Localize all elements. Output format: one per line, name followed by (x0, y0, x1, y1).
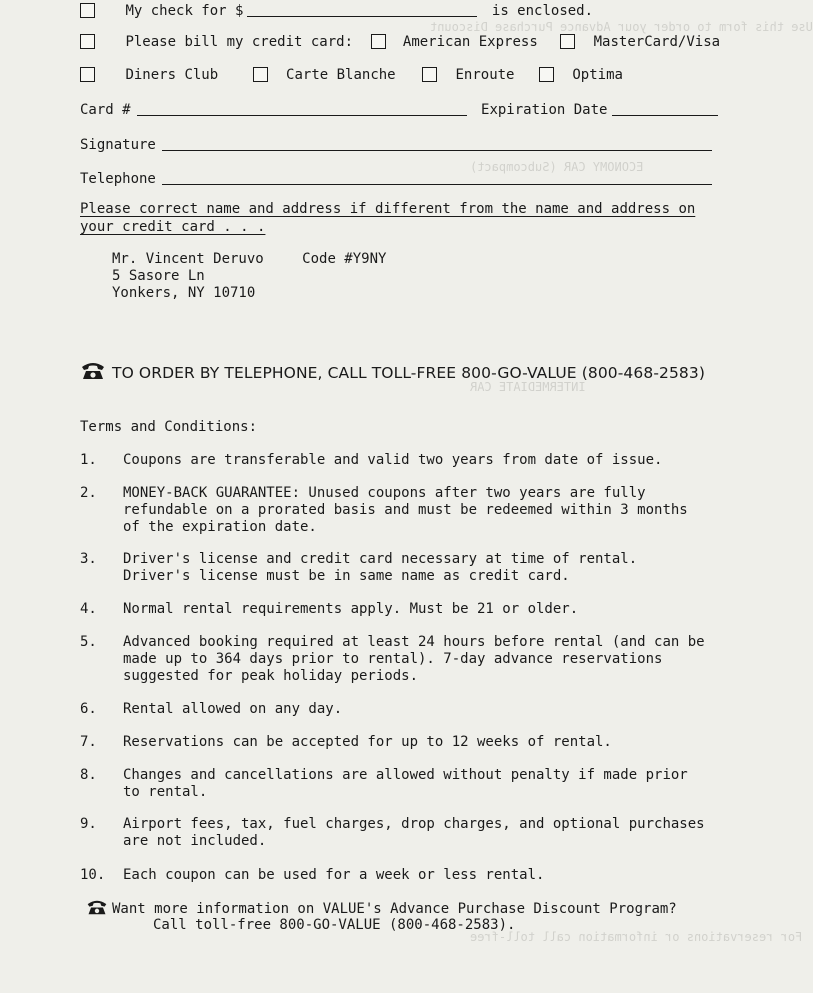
customer-code: Code #Y9NY (302, 251, 387, 267)
checkbox-optima[interactable] (539, 67, 554, 82)
checkbox-carte-blanche[interactable] (253, 67, 268, 82)
customer-name: Mr. Vincent Deruvo (112, 251, 264, 267)
term-item (80, 867, 710, 884)
term-item (80, 634, 710, 685)
term-number: 2. (80, 485, 97, 501)
telephone-row (80, 170, 712, 188)
term-text: MONEY-BACK GUARANTEE: Unused coupons after two years are fully refundable on a prorated basis and must be redeemed within 3 months of the expiration date. (123, 485, 688, 535)
expiration-field[interactable] (612, 101, 718, 116)
term-item (80, 452, 710, 469)
term-text: Each coupon can be used for a week or less rental. (123, 867, 545, 883)
check-row (80, 2, 593, 20)
card-enroute: Enroute (455, 67, 515, 83)
address-name-line (112, 251, 386, 268)
card-american-express: American Express (402, 34, 538, 50)
checkbox-bill-card[interactable] (80, 34, 95, 49)
correction-notice-line1: Please correct name and address if different from the name and address on (80, 201, 696, 217)
telephone-field[interactable] (162, 170, 712, 185)
term-number: 4. (80, 601, 97, 617)
phone-order-text: TO ORDER BY TELEPHONE, CALL TOLL-FREE 800-GO-VALUE (800-468-2583) (112, 364, 706, 382)
expiration-label: Expiration Date (481, 102, 608, 118)
card-carte-blanche: Carte Blanche (286, 67, 396, 83)
telephone-label: Telephone (80, 171, 156, 187)
checkbox-check[interactable] (80, 3, 95, 18)
card-mastercard-visa: MasterCard/Visa (593, 34, 721, 50)
info-text: Want more information on VALUE's Advance Purchase Discount Program? (112, 901, 677, 917)
card-number-label: Card # (80, 102, 131, 118)
term-number: 10. (80, 867, 106, 883)
address-street: 5 Sasore Ln (112, 268, 205, 284)
show-through-text: ECONOMY CAR (Subcompact) (470, 160, 644, 174)
term-number: 5. (80, 634, 97, 650)
bill-label: Please bill my credit card: (125, 34, 354, 50)
term-item (80, 485, 710, 536)
term-number: 6. (80, 701, 97, 717)
term-item (80, 816, 710, 850)
show-through-text: Use this form to order your Advance Purchase Discount (430, 20, 813, 34)
telephone-icon (86, 899, 108, 921)
check-suffix: is enclosed. (491, 3, 594, 19)
term-number: 3. (80, 551, 97, 567)
term-text: Changes and cancellations are allowed without penalty if made prior to rental. (123, 767, 688, 800)
telephone-icon (80, 361, 106, 385)
bill-row (80, 34, 720, 51)
check-label: My check for $ (125, 3, 244, 19)
signature-label: Signature (80, 137, 156, 153)
term-number: 9. (80, 816, 97, 832)
phone-order-heading (80, 361, 705, 385)
term-text: Rental allowed on any day. (123, 701, 343, 717)
card-optima: Optima (572, 67, 623, 83)
term-text: Normal rental requirements apply. Must be 21 or older. (123, 601, 579, 617)
checkbox-mastercard-visa[interactable] (560, 34, 575, 49)
terms-title: Terms and Conditions: (80, 419, 258, 435)
term-item (80, 734, 710, 751)
checkbox-enroute[interactable] (422, 67, 437, 82)
checkbox-american-express[interactable] (371, 34, 386, 49)
correction-notice-line2: your credit card . . . (80, 219, 266, 235)
term-text: Advanced booking required at least 24 hours before rental (and can be made up to 364 days prior to rental). 7-day advance reservations suggested for peak holiday periods. (123, 634, 705, 684)
term-item (80, 767, 710, 801)
info-call-line: Call toll-free 800-GO-VALUE (800-468-2583). (153, 917, 516, 933)
check-amount-field[interactable] (247, 2, 477, 17)
term-item (80, 601, 710, 618)
card-number-row (80, 101, 718, 119)
card-diners-club: Diners Club (125, 67, 219, 83)
term-text: Driver's license and credit card necessary at time of rental. Driver's license must be in same name as credit card. (123, 551, 638, 584)
term-text: Airport fees, tax, fuel charges, drop charges, and optional purchases are not included. (123, 816, 705, 849)
term-item (80, 551, 710, 585)
term-number: 8. (80, 767, 97, 783)
term-number: 1. (80, 452, 97, 468)
term-item (80, 701, 710, 718)
card-type-row (80, 67, 623, 84)
term-number: 7. (80, 734, 97, 750)
signature-row (80, 136, 712, 154)
card-number-field[interactable] (137, 101, 467, 116)
term-text: Coupons are transferable and valid two years from date of issue. (123, 452, 663, 468)
show-through-text: For reservations or information call toll-free (470, 930, 803, 944)
signature-field[interactable] (162, 136, 712, 151)
checkbox-diners-club[interactable] (80, 67, 95, 82)
term-text: Reservations can be accepted for up to 12 weeks of rental. (123, 734, 612, 750)
show-through-text: INTERMEDIATE CAR (470, 380, 586, 394)
address-city: Yonkers, NY 10710 (112, 285, 256, 301)
